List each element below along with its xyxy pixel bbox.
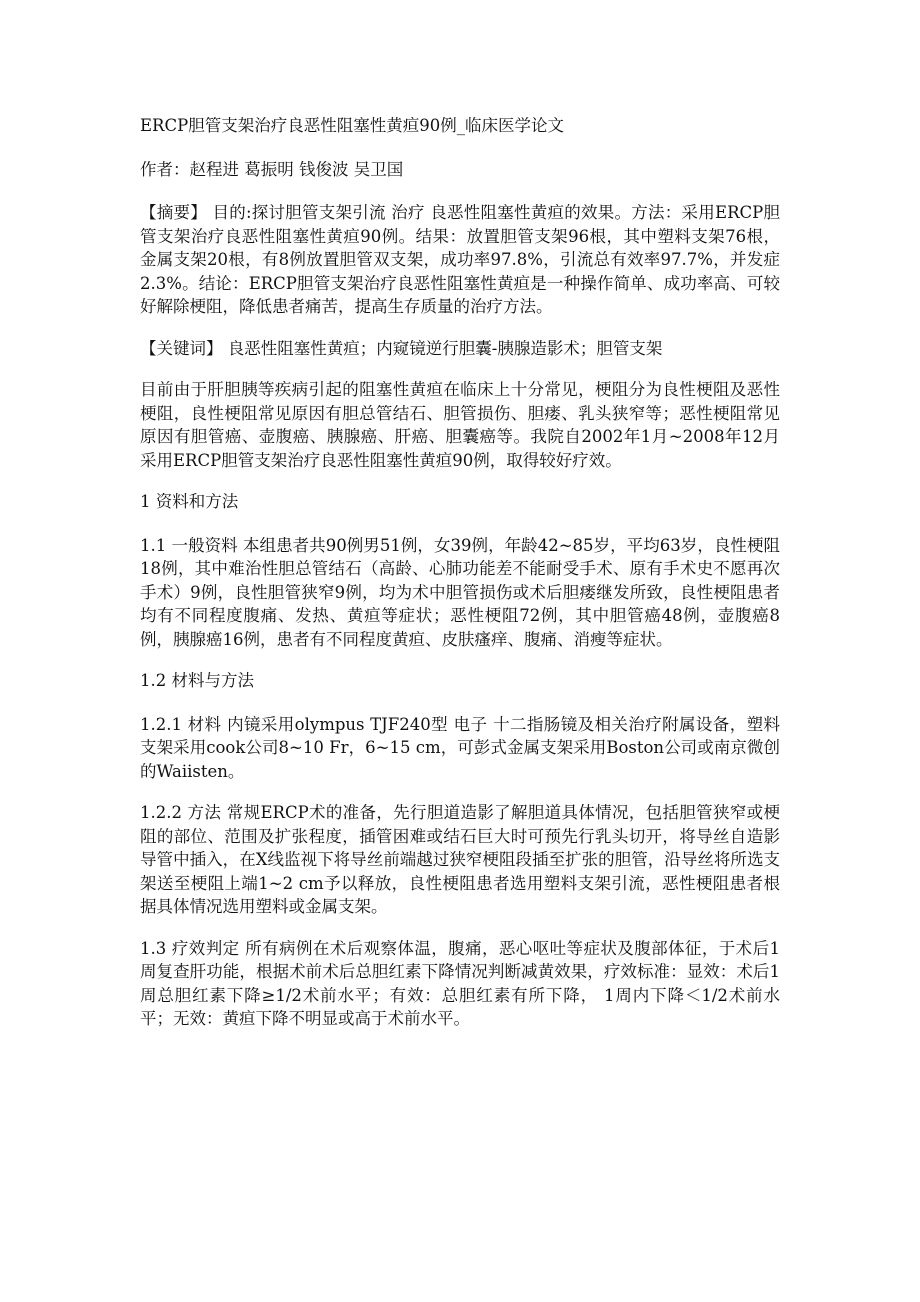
section-1-1-paragraph: 1.1 一般资料 本组患者共90例男51例，女39例，年龄42~85岁，平均63岁，良性梗阻18例，其中难治性胆总管结石（高龄、心肺功能差不能耐受手术、原有手术史不愿再次手术）9例，良性胆管狭窄9例，均为术中胆管损伤或术后胆瘘继发所致，良性梗阻患者均有不同程度腹痛、发热、黄疸等症状；恶性梗阻72例，其中胆管癌48例，壶腹癌8例，胰腺癌16例，患者有不同程度黄疸、皮肤瘙痒、腹痛、消瘦等症状。	[140, 535, 780, 649]
document-page	[140, 100, 780, 1049]
document-title: ERCP胆管支架治疗良恶性阻塞性黄疸90例_临床医学论文	[140, 116, 564, 135]
authors-line: 作者：赵程进 葛振明 钱俊波 吴卫国	[140, 159, 404, 179]
section-1-2-1-paragraph: 1.2.1 材料 内镜采用olympus TJF240型 电子 十二指肠镜及相关治疗附属设备，塑料支架采用cook公司8~10 Fr，6~15 cm，可彭式金属支架采用Boston公司或南京微创的Waiisten。	[140, 714, 780, 781]
keywords-paragraph	[140, 337, 780, 361]
keywords-label: 【关键词】	[140, 338, 223, 358]
abstract-paragraph	[140, 201, 780, 319]
keywords-text: 良恶性阻塞性黄疸；内窥镜逆行胆囊-胰腺造影术；胆管支架	[222, 338, 663, 358]
abstract-label: 【摘要】	[140, 203, 207, 222]
section-1-2-2-paragraph: 1.2.2 方法 常规ERCP术的准备，先行胆道造影了解胆道具体情况，包括胆管狭窄或梗阻的部位、范围及扩张程度，插管困难或结石巨大时可预先行乳头切开，将导丝自造影导管中插入，在X线监视下将导丝前端越过狭窄梗阻段插至扩张的胆管，沿导丝将所选支架送至梗阻上端1~2 cm予以释放，良性梗阻患者选用塑料支架引流，恶性梗阻患者根据具体情况选用塑料或金属支架。	[140, 803, 780, 916]
abstract-text: 目的:探讨胆管支架引流 治疗 良恶性阻塞性黄疸的效果。方法：采用ERCP胆管支架治疗良恶性阻塞性黄疸90例。结果：放置胆管支架96根，其中塑料支架76根，金属支架20根，有8例放置胆管双支架，成功率97.8%，引流总有效率97.7%，并发症2.3%。结论：ERCP胆管支架治疗良恶性阻塞性黄疸是一种操作简单、成功率高、可较好解除梗阻，降低患者痛苦，提高生存质量的治疗方法。	[140, 203, 780, 316]
intro-paragraph: 目前由于肝胆胰等疾病引起的阻塞性黄疸在临床上十分常见，梗阻分为良性梗阻及恶性梗阻，良性梗阻常见原因有胆总管结石、胆管损伤、胆瘘、乳头狭窄等；恶性梗阻常见原因有胆管癌、壶腹癌、胰腺癌、肝癌、胆囊癌等。我院自2002年1月~2008年12月采用ERCP胆管支架治疗良恶性阻塞性黄疸90例，取得较好疗效。	[140, 380, 780, 470]
section-heading-1-2: 1.2 材料与方法	[140, 671, 254, 690]
section-1-3-paragraph: 1.3 疗效判定 所有病例在术后观察体温，腹痛，恶心呕吐等症状及腹部体征，于术后1周复查肝功能，根据术前术后总胆红素下降情况判断减黄效果，疗效标准：显效：术后1周总胆红素下降≥1/2术前水平；有效：总胆红素有所下降， 1周内下降＜1/2术前水平；无效：黄疸下降不明显或高于术前水平。	[140, 938, 780, 1028]
section-heading-1: 1 资料和方法	[140, 492, 239, 511]
